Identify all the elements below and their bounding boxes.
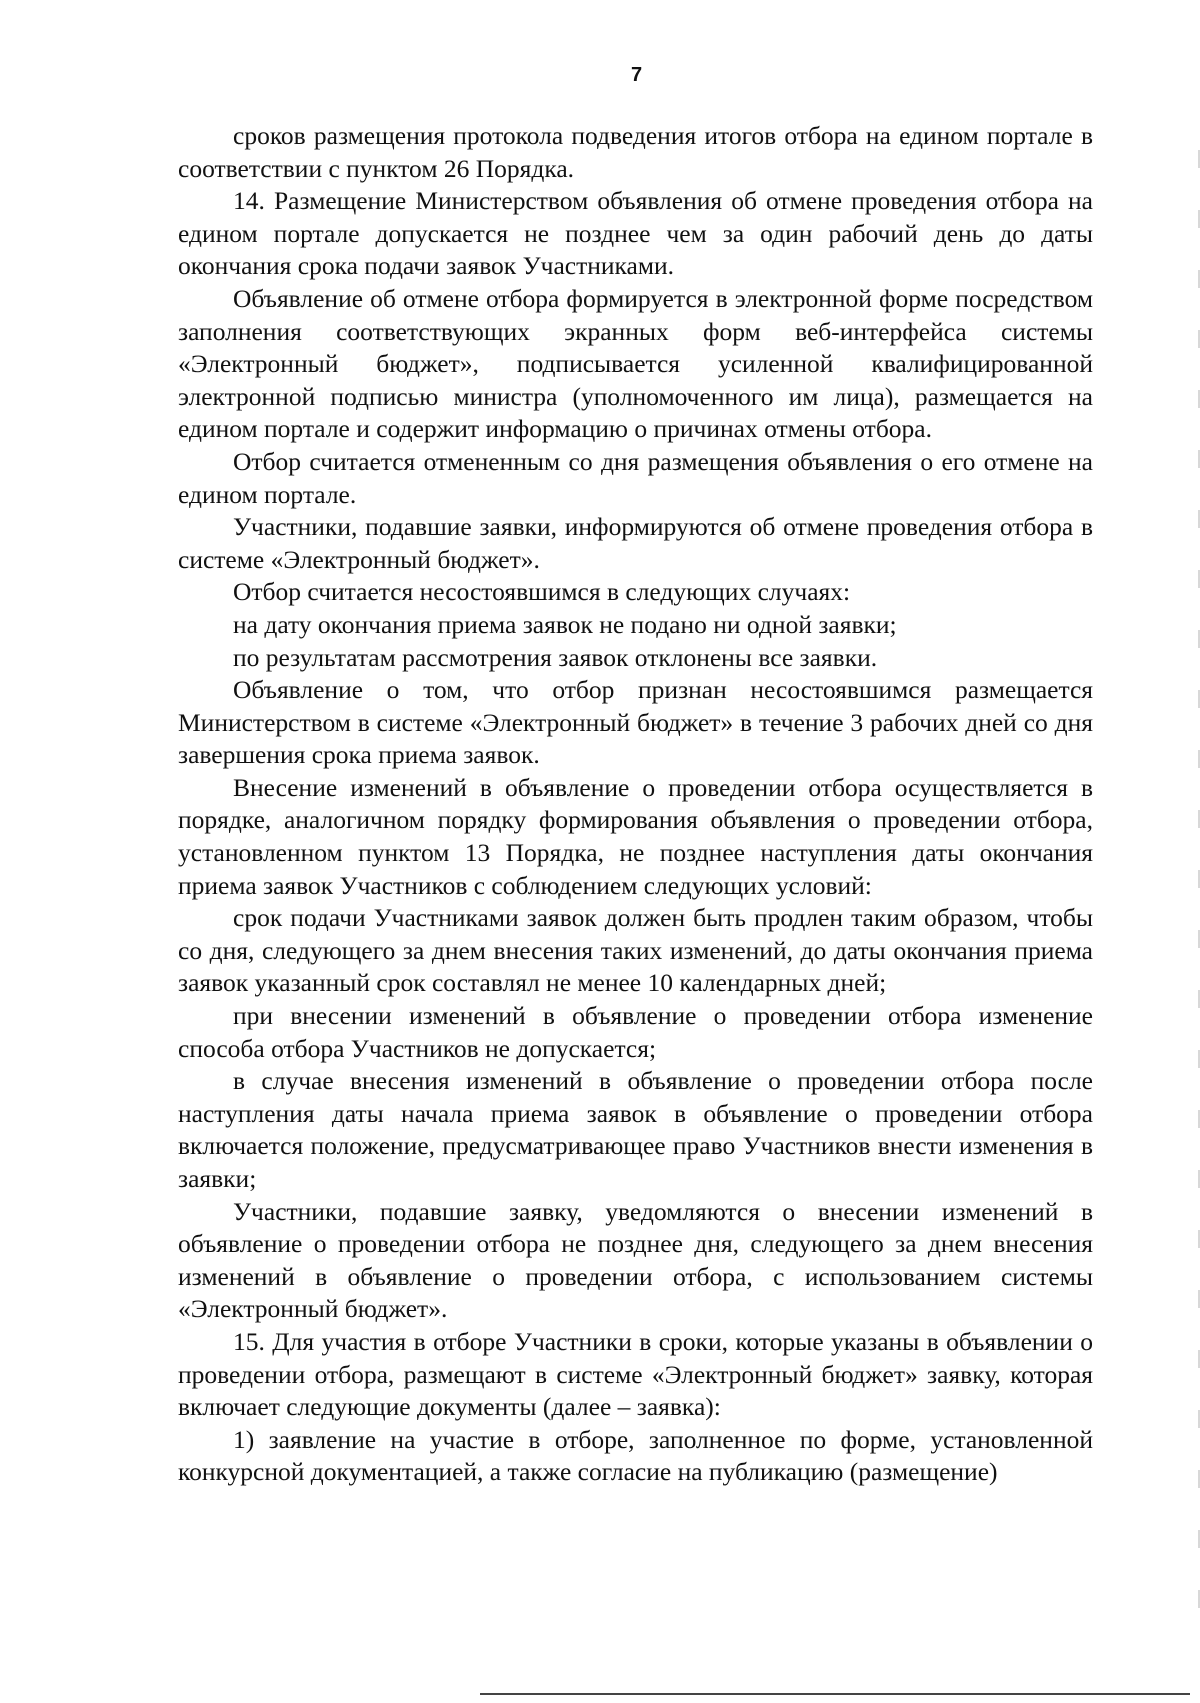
paragraph-item-14: 14. Размещение Министерством объявления об отмене проведения отбора на едином портале допускается не позднее чем за один рабочий день до даты окончания срока подачи заявок Участниками.	[178, 186, 1093, 281]
document-body	[178, 120, 1093, 1489]
page-number: 7	[630, 64, 643, 86]
paragraph: Участники, подавшие заявку, уведомляются о внесении изменений в объявление о проведении отбора не позднее дня, следующего за днем внесения изменений в объявление о проведении отбора, с использованием системы «Электронный бюджет».	[178, 1196, 1093, 1324]
list-item: на дату окончания приема заявок не подано ни одной заявки;	[233, 609, 897, 639]
list-item: 1) заявление на участие в отборе, заполненное по форме, установленной конкурсной документацией, а также согласие на публикацию (размещение)	[178, 1424, 1093, 1487]
paragraph: Внесение изменений в объявление о проведении отбора осуществляется в порядке, аналогичном порядку формирования объявления о проведении отбора, установленном пунктом 13 Порядка, не позднее наступления даты окончания приема заявок Участников с соблюдением следующих условий:	[178, 772, 1093, 900]
paragraph: Объявление об отмене отбора формируется в электронной форме посредством заполнения соответствующих экранных форм веб-интерфейса системы «Электронный бюджет», подписывается усиленной квалифицированной электронной подписью министра (уполномоченного им лица), размещается на едином портале и содержит информацию о причинах отмены отбора.	[178, 283, 1093, 444]
list-item: по результатам рассмотрения заявок отклонены все заявки.	[233, 642, 878, 672]
paragraph: Объявление о том, что отбор признан несостоявшимся размещается Министерством в системе «Электронный бюджет» в течение 3 рабочих дней со дня завершения срока приема заявок.	[178, 675, 1093, 770]
paragraph: Участники, подавшие заявки, информируются об отмене проведения отбора в системе «Электронный бюджет».	[178, 512, 1093, 574]
list-item: в случае внесения изменений в объявление о проведении отбора после наступления даты начала приема заявок в объявление о проведении отбора включается положение, предусматривающее право Участников внести изменения в заявки;	[178, 1066, 1093, 1193]
paragraph: Отбор считается отмененным со дня размещения объявления о его отмене на едином портале.	[178, 446, 1093, 509]
list-item: при внесении изменений в объявление о проведении отбора изменение способа отбора Участников не допускается;	[178, 1001, 1093, 1063]
paragraph-continuation: сроков размещения протокола подведения итогов отбора на едином портале в соответствии с пунктом 26 Порядка.	[178, 121, 1093, 183]
paragraph-item-15: 15. Для участия в отборе Участники в сроки, которые указаны в объявлении о проведении отбора, размещают в системе «Электронный бюджет» заявку, которая включает следующие документы (далее – заявка):	[178, 1326, 1093, 1422]
paragraph: Отбор считается несостоявшимся в следующих случаях:	[233, 577, 851, 607]
scan-bottom-line	[480, 1693, 1190, 1695]
list-item: срок подачи Участниками заявок должен быть продлен таким образом, чтобы со дня, следующего за днем внесения таких изменений, до даты окончания приема заявок указанный срок составлял не менее 10 календарных дней;	[178, 903, 1093, 998]
